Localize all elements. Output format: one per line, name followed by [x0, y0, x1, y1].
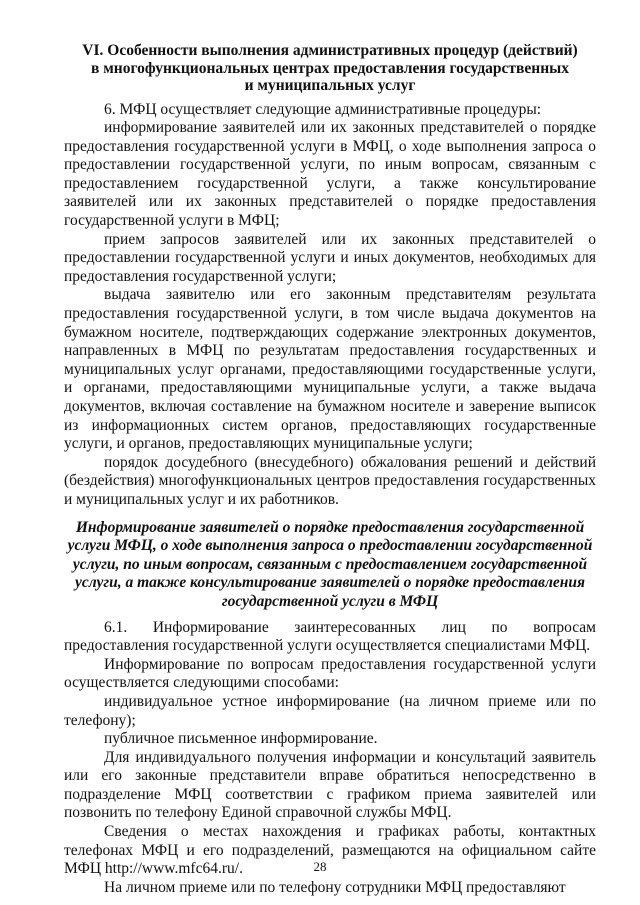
paragraph: 6. МФЦ осуществляет следующие административные процедуры:	[104, 100, 542, 118]
page-number: 28	[313, 859, 327, 874]
paragraph: прием запросов заявителей или их законных представителей о предоставлении государственной услуги и иных документов, необходимых для предоставления государственной услуги;	[64, 230, 596, 285]
paragraph: порядок досудебного (внесудебного) обжалования решений и действий (бездействия) многофункциональных центров предоставления государственных и муниципальных услуг и их работников.	[64, 453, 596, 508]
paragraph: Сведения о местах нахождения и графиках работы, контактных телефонах МФЦ и его подразделений, размещаются на официальном сайте МФЦ http://www.mfc64.ru/.	[64, 823, 596, 878]
section-title-line: и муниципальных услуг	[244, 77, 416, 94]
paragraph: информирование заявителей или их законных представителей о порядке предоставления государственной услуги в МФЦ, о ходе выполнения запроса о предоставлении государственной услуги, по иным вопросам, связанным с предоставлением государственной услуги, а также консультирование заявителей или их законных представителей о порядке предоставления государственной услуги в МФЦ;	[64, 119, 596, 230]
informing-section	[64, 619, 596, 898]
subheading	[64, 519, 596, 612]
procedures-list	[64, 101, 596, 510]
paragraph: 6.1. Информирование заинтересованных лиц по вопросам предоставления государственной услуги осуществляется специалистами МФЦ.	[64, 618, 596, 655]
section-title-line: VI. Особенности выполнения административных процедур (действий)	[82, 42, 578, 59]
subheading-line: услуги, а также консультирование заявителей о порядке предоставления	[74, 574, 586, 592]
subheading-line: услуги, по иным вопросам, связанным с предоставлением государственной	[72, 555, 588, 573]
paragraph: Информирование по вопросам предоставления государственной услуги осуществляется следующими способами:	[64, 655, 596, 692]
paragraph: выдача заявителю или его законным представителям результата предоставления государственной услуги, в том числе выдача документов на бумажном носителе, подтверждающих содержание электронных документов, направленных в МФЦ по результатам предоставления государственных и муниципальных услуг органами, предоставляющими государственные услуги, и органами, предоставляющими муниципальные услуги, а также выдача документов, включая составление на бумажном носителе и заверение выписок из информационных систем органов, предоставляющих государственные услуги, и органов, предоставляющих муниципальные услуги;	[64, 286, 596, 453]
paragraph: публичное письменное информирование.	[104, 730, 378, 748]
subheading-line: услуги МФЦ, о ходе выполнения запроса о предоставлении государственной	[67, 537, 593, 555]
section-title-line: в многофункциональных центрах предоставления государственных	[91, 59, 569, 77]
paragraph: индивидуальное устное информирование (на личном приеме или по телефону);	[64, 692, 596, 729]
paragraph: На личном приеме или по телефону сотрудники МФЦ предоставляют	[104, 878, 566, 896]
section-title	[64, 42, 596, 95]
subheading-line: государственной услуги в МФЦ	[221, 592, 439, 610]
paragraph: Для индивидуального получения информации и консультаций заявитель или его законные представители вправе обратиться непосредственно в подразделение МФЦ соответствии с графиком приема заявителей или позвонить по телефону Единой справочной службы МФЦ.	[64, 748, 596, 822]
subheading-line: Информирование заявителей о порядке предоставления государственной	[75, 518, 585, 536]
